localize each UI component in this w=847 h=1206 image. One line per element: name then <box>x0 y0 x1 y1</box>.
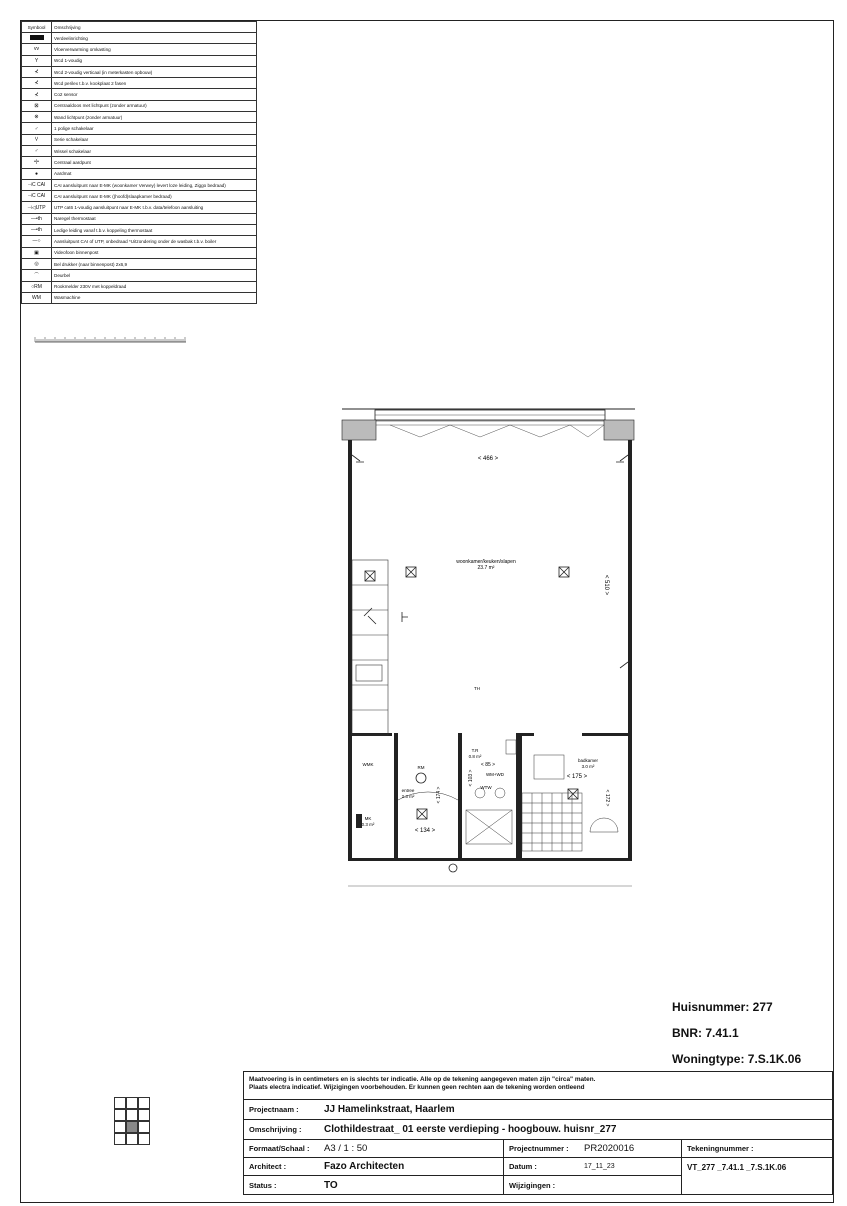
legend-symbol-icon: ⊠ <box>22 100 52 111</box>
legend-row <box>22 258 257 269</box>
legend-description: Co2 sensor <box>52 89 257 100</box>
legend-symbol-icon: ♂ <box>22 123 52 134</box>
legend-header-symbol: Symbool <box>22 22 52 33</box>
legend-description: Videofoon binnenpost <box>52 247 257 258</box>
room-entrance-area: 2.3 m² <box>401 794 415 799</box>
legend-description: Verdeelinrichting <box>52 33 257 44</box>
legend-row <box>22 78 257 89</box>
legend-symbol-icon: ⌒ <box>22 270 52 281</box>
walls <box>348 440 632 861</box>
legend-symbol-icon: ▣ <box>22 247 52 258</box>
dim-entrance: < 134 > <box>414 828 436 834</box>
house-type: Woningtype: 7.S.1K.06 <box>672 1052 802 1066</box>
legend-description: Centraal aardpunt <box>52 157 257 168</box>
legend-symbol-icon: —•th <box>22 213 52 224</box>
room-bath-label: badkamer <box>577 758 599 763</box>
legend-symbol-icon: Y <box>22 55 52 66</box>
legend-row <box>22 202 257 213</box>
projectnaam-value: JJ Hamelinkstraat, Haarlem <box>324 1104 455 1115</box>
legend-row <box>22 112 257 123</box>
legend-row <box>22 33 257 44</box>
dim-bath-v: < 172 > <box>604 789 610 807</box>
legend-row <box>22 123 257 134</box>
legend-symbol-icon: WM <box>22 292 52 303</box>
legend-description: Serie schakelaar <box>52 134 257 145</box>
dim-bath: < 175 > <box>566 774 588 780</box>
house-number: Huisnummer: 277 <box>672 1000 773 1014</box>
legend-description: UTP cat6 1-voudig aansluitpunt naar E-MK t.b.v. data/telefoon aansluiting <box>52 202 257 213</box>
legend-header-description: Omschrijving <box>52 22 257 33</box>
legend-row <box>22 100 257 111</box>
legend-symbol-icon: ○RM <box>22 281 52 292</box>
legend-row <box>22 191 257 202</box>
legend-row <box>22 236 257 247</box>
tekeningnummer-value: VT_277 _7.41.1 _7.S.1K.06 <box>687 1162 787 1172</box>
datum-label: Datum : <box>509 1162 537 1171</box>
tekeningnummer-label: Tekeningnummer : <box>687 1144 754 1153</box>
legend-symbol-icon: ♂ <box>22 145 52 156</box>
projectnaam-label: Projectnaam : <box>249 1105 299 1114</box>
legend-row <box>22 134 257 145</box>
legend-symbol-icon: Ⴤ <box>22 134 52 145</box>
rm-label: RM <box>417 765 425 770</box>
legend-row <box>22 157 257 168</box>
legend-description: Aardmat <box>52 168 257 179</box>
scale-bar <box>21 333 191 347</box>
legend-description: CAI aansluitpunt naar E-MK ((hoofd)slaapkamer bedraad) <box>52 191 257 202</box>
legend-row <box>22 168 257 179</box>
projectnummer-value: PR2020016 <box>584 1143 635 1154</box>
legend-description: CAI aansluitpunt naar E-MK (woonkamer Verwey) levert loze leiding, Ziggo bedraad) <box>52 179 257 190</box>
legend-description: Vloerverwarming omkasting <box>52 44 257 55</box>
legend-description: Wissel schakelaar <box>52 145 257 156</box>
th-label: TH <box>474 686 480 691</box>
legend-symbol-icon: ⊀ <box>22 66 52 77</box>
doorbell-icon <box>449 864 457 872</box>
legend-symbol-icon: •|• <box>22 157 52 168</box>
legend-row <box>22 270 257 281</box>
dim-depth: < 510 > <box>603 574 609 596</box>
legend-row <box>22 89 257 100</box>
projectnaam-row <box>244 1100 832 1120</box>
omschrijving-label: Omschrijving : <box>249 1125 302 1134</box>
status-value: TO <box>324 1179 338 1191</box>
room-main-label: woonkamer/keuken/slapen <box>456 559 516 565</box>
legend-description: Deurbel <box>52 270 257 281</box>
legend-symbol-icon <box>22 33 52 44</box>
legend-description: Bel drukker (naar binnenpost) 2x6,9 <box>52 258 257 269</box>
legend-symbol-icon: ⊣◁UTP <box>22 202 52 213</box>
legend-row <box>22 247 257 258</box>
legend-symbol-icon: ◎ <box>22 258 52 269</box>
legend-symbol-icon: —○ <box>22 236 52 247</box>
legend-description: Naregel thermostaat <box>52 213 257 224</box>
title-block <box>243 1071 833 1195</box>
legend-description: Wcd perilex t.b.v. kookplaat 2 fasen <box>52 78 257 89</box>
room-entrance-label: entree <box>401 788 415 793</box>
legend-table <box>21 21 257 304</box>
legend-symbol-icon: —•th <box>22 225 52 236</box>
legend-row <box>22 292 257 303</box>
formaat-label: Formaat/Schaal : <box>249 1144 310 1153</box>
legend-description: Wcd 1-voudig <box>52 55 257 66</box>
dim-width: < 466 > <box>477 456 499 462</box>
facade-top <box>342 409 635 440</box>
legend-row <box>22 225 257 236</box>
legend-symbol-icon: vv <box>22 44 52 55</box>
dim-entrance-v: < 174 > <box>436 786 442 804</box>
disclaimer-line-1: Maatvoering is in centimeters en is slechts ter indicatie. Alle op de tekening aangegeven maten zijn "circa" maten. <box>249 1076 596 1083</box>
key-plan <box>114 1097 150 1145</box>
legend-symbol-icon: ⊗ <box>22 112 52 123</box>
legend-header-row <box>22 22 257 33</box>
floor-plan <box>330 400 640 895</box>
legend-description: Centraaldoos met lichtpunt (zonder armatuur) <box>52 100 257 111</box>
architect-value: Fazo Architecten <box>324 1161 405 1172</box>
room-tr-area: 0.8 m² <box>468 754 482 759</box>
wm-wd-label: WM+WD <box>485 772 505 777</box>
legend-row <box>22 145 257 156</box>
disclaimer-note <box>244 1072 832 1100</box>
title-grid <box>244 1140 832 1194</box>
smoke-detector-icon <box>416 773 426 783</box>
status-label: Status : <box>249 1180 277 1190</box>
room-mk-label: MK <box>364 816 372 821</box>
omschrijving-row <box>244 1120 832 1140</box>
legend-row <box>22 179 257 190</box>
architect-label: Architect : <box>249 1162 287 1171</box>
legend-symbol-icon: ⊀ <box>22 78 52 89</box>
legend-description: Wand lichtpunt (zonder armatuur) <box>52 112 257 123</box>
room-bath-area: 3.0 m² <box>581 764 595 769</box>
room-tr-label: T.R <box>471 748 479 753</box>
legend-row <box>22 281 257 292</box>
datum-value: 17_11_23 <box>584 1163 615 1170</box>
dim-tr-v: < 103 > <box>468 769 474 787</box>
legend-symbol-icon: ⊀ <box>22 89 52 100</box>
legend-symbol-icon: ⊣C CAI <box>22 179 52 190</box>
legend-symbol-icon: ⊣C CAI <box>22 191 52 202</box>
legend-row <box>22 55 257 66</box>
bathroom-fixtures <box>522 755 618 851</box>
room-mk-area: 0.3 m² <box>361 822 375 827</box>
legend-row <box>22 66 257 77</box>
legend-description: Rookmelder 230V met koppeldraad <box>52 281 257 292</box>
formaat-value: A3 / 1 : 50 <box>324 1143 368 1154</box>
dim-tr: < 85 > <box>480 762 496 768</box>
wtw-label: WTW <box>480 785 492 790</box>
omschrijving-value: Clothildestraat_ 01 eerste verdieping - hoogbouw. huisnr_277 <box>324 1124 617 1135</box>
wijzigingen-label: Wijzigingen : <box>509 1180 556 1190</box>
disclaimer-line-2: Plaats electra indicatief. Wijzigingen voorbehouden. Er kunnen geen rechten aan de tekening worden ontleend <box>249 1084 585 1091</box>
legend-row <box>22 44 257 55</box>
room-main-area: 23.7 m² <box>477 565 495 571</box>
legend-symbol-icon: ● <box>22 168 52 179</box>
legend-description: Wasmachine <box>52 292 257 303</box>
legend-row <box>22 213 257 224</box>
legend-description: 1 polige schakelaar <box>52 123 257 134</box>
legend-description: Aansluitpunt CAI of UTP, onbedraad *Uitzondering onder de wasbak t.b.v. boiler <box>52 236 257 247</box>
kitchen-units <box>352 560 388 735</box>
projectnummer-label: Projectnummer : <box>509 1144 569 1153</box>
legend-description: Ledige leiding vanaf t.b.v. koppeling thermostaat <box>52 225 257 236</box>
wmk-label: WMK <box>362 762 374 767</box>
bnr-number: BNR: 7.41.1 <box>672 1026 739 1040</box>
legend-description: Wcd 2-voudig verticaal (in meterkasten opbouw) <box>52 66 257 77</box>
